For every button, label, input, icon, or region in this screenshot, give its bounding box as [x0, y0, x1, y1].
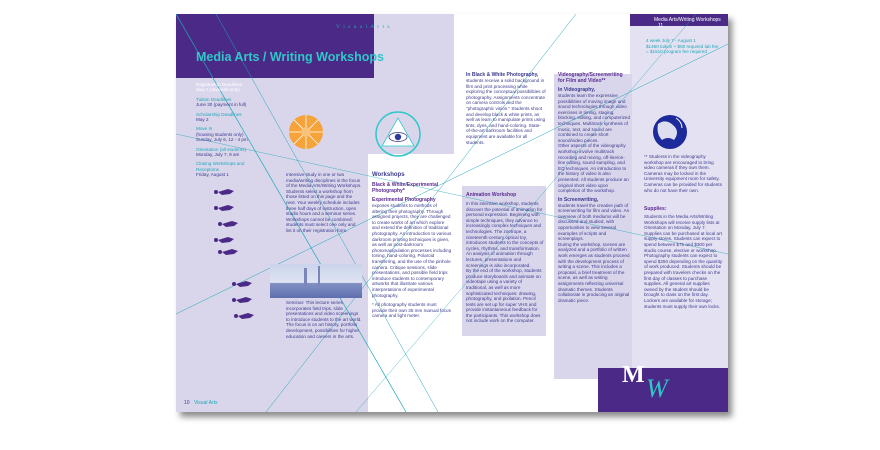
seminar-text: Seminar: This lecture series incorporates field trips, slide presentations and video screenings to introduce students to the art world. The focus is on art history, portfolio development, possibilities for higher education and careers in the arts.: [286, 300, 362, 339]
deadline-label: Orientation (all students): [196, 146, 247, 152]
deadline-value: Friday, August 1: [196, 172, 229, 178]
experimental-photo-lead: Experimental Photography: [372, 197, 436, 203]
workshops-subheading: Black & White/Experimental Photography*: [372, 182, 439, 194]
monogram-w: W: [646, 374, 668, 403]
videography-body: students learn the expressive possibilities of moving image and sound technologies through video exercises in timing, staging, blocking, editing, and computerized techniques. Multitrack synthesis of music, text, and sound are combined to create short sound/video pieces. Other aspects of the videography workshop involve multitrack recording and mixing, off-line/on-line editing, sound sampling, and EQ techniques. An introduction to the history of video is also presented. All students produce an original short video upon completion of the workshop.: [558, 93, 631, 194]
program-fee-text: 4 week July 7 - August 1 $1460 tuition + $50 required lab fee = $1510 program fee required: [646, 38, 719, 55]
bw-photo-body: students receive a solid background in film and print processing while exploring the conceptual possibilities of photography. Assignments concentrate on camera controls and the "photographic vision." Students shoot and develop black & white prints, as well as learn to manipulate prints using tints, dyes, and hand-coloring. State-of-the-art darkroom facilities and equipment are available for all students.: [466, 78, 546, 145]
experimental-photo-body: exposes students to methods of altering their photography. Through assigned projects, they are challenged to create works of art which explore and extend the definition of traditional photography. An introduction to various darkroom printing techniques is given, as well as post-darkroom photomanipulation processes including toning, hand-coloring, Polaroid transferring, and the use of the pinhole camera. Critique sessions, slide presentations, and possible field trips introduce students to contemporary artworks that illustrate various interpretations of experimental photography.: [372, 203, 452, 298]
footer-label: Visual Arts: [193, 400, 218, 406]
deadline-label: Tuition Deadlines: [196, 96, 232, 102]
photo-footnote: * All photography students must provide their own 35 mm manual focus camera and light meter.: [372, 302, 451, 319]
animation-body: In this intensive workshop, students discover the potential of animation for personal expression. Beginning with simple techniques, they advance to increasingly complex techniques and technologies. The zoetrope, a nineteenth-century optical toy, introduces students to the concepts of cycles, rhythms, and transformation. An analysis of animation through lectures, presentations and screenings is also incorporated. By the end of the workshop, students produce storyboards and animate on videotape using a variety of traditional, as well as more sophisticated techniques: drawing, photography, and pixilation. Pencil tests are set up for super VHS and provide instantaneous feedback for the participants. This workshop does not include work on the computer.: [466, 201, 544, 324]
right-page-number: 11: [658, 23, 664, 29]
deadline-label: Move In: [196, 126, 213, 132]
workshops-heading: Workshops: [372, 172, 405, 178]
deadline-label: Closing Workshops and Receptions: [196, 161, 245, 172]
supplies-heading: Supplies:: [644, 206, 667, 212]
workshops-column: [372, 172, 452, 319]
bw-photo-column: [466, 72, 546, 145]
videography-lead: In Videography,: [558, 87, 596, 93]
right-header-title: Media Arts/Writing Workshops: [654, 17, 721, 23]
screenwriting-body: students travel the creative path of screenwriting for film and video. An overview of both mediums will be discussed and studied, with opportunities to view several examples of scripts and screenplays. During the workshop, scenes are analyzed and a portfolio of written work emerges as students proceed with the development process of writing a scene. This includes a proposal, a brief treatment of the scene, as well as writing assignments reflecting universal dramatic themes. Students collaborate in producing an original dramatic piece.: [558, 202, 630, 303]
footer-page-number: 10: [184, 400, 190, 406]
screenwriting-lead: In Screenwriting,: [558, 196, 599, 203]
deadline-label: Scholarship Deadlines: [196, 111, 242, 117]
animation-column: [466, 192, 544, 324]
camera-note: ** Students in the videography workshop are encouraged to bring video cameras if they own them. Cameras may be locked in the University equipment room for safety. Cameras can be provided for students who do not have their own.: [644, 154, 722, 193]
deadline-value: (housing students only) Sunday, July 6, 12 - 4 pm: [196, 131, 248, 143]
deadline-value: June 30 (payment in full): [196, 102, 247, 108]
bw-photo-lead: In Black & White Photography,: [466, 72, 539, 78]
intro-text: Intensive study in one or two media/writing disciplines is the focus of the Media Arts/Writing Workshops. Students select a workshop from those listed on this page and the next. Your weekly schedule includes three half days of instruction, open studio hours and a seminar series. Workshops cannot be combined; students must select one only and list it on their registration form.: [286, 172, 362, 233]
supplies-body: Students in the Media Arts/Writing Workshops will receive supply lists at Orientation on Monday, July 7. Supplies can be purchased at local art supply stores. Students can expect to spend between $75 and $300 per studio course, elective or workshop. Photography students can expect to spend $250 depending on the quantity of work produced. Students should be prepared with travelers checks on the first day of classes to purchase supplies. All general art supplies owned by the student should be brought to class on the first day. Lockers are available for storage; students must supply their own locks.: [644, 214, 723, 309]
deadline-label: Registration Deadlines: [196, 82, 243, 87]
page-title: Media Arts / Writing Workshops: [196, 50, 384, 64]
deadline-value: May 2 (deposits only): [196, 87, 240, 93]
footer: [184, 400, 217, 406]
running-title: V i s u a l A r t s: [336, 24, 391, 30]
video-heading: Videography/Screenwriting for Film and Video**: [558, 72, 623, 84]
supplies-section: [644, 206, 724, 309]
monogram-m: M: [622, 362, 645, 388]
animation-heading: Animation Workshop: [466, 192, 517, 198]
deadline-value: Monday, July 7, 9 am: [196, 152, 240, 158]
deadline-value: May 2: [196, 117, 209, 123]
brochure-spread: [176, 14, 728, 412]
landscape-photo: [270, 264, 362, 298]
video-column: [558, 72, 630, 303]
